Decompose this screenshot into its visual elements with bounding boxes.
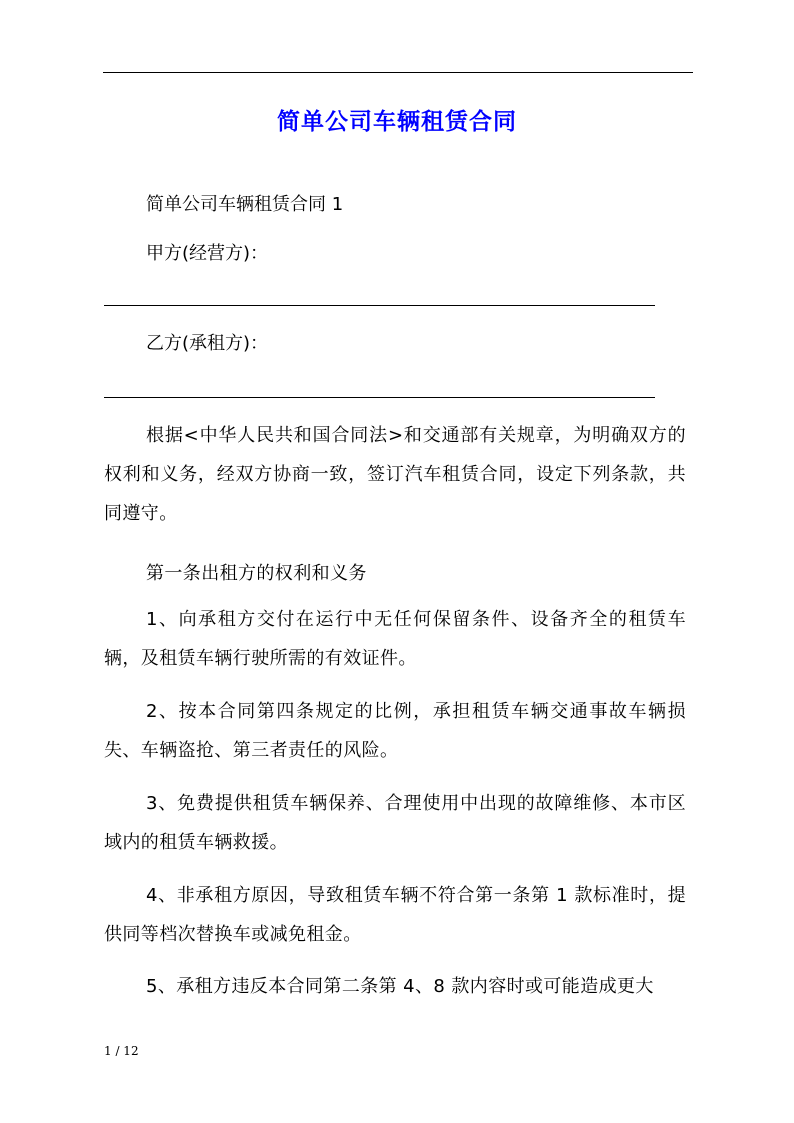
party-b-label: 乙方(承租方)： xyxy=(146,333,269,354)
party-b-signature-line xyxy=(104,397,655,398)
paragraph-clause-3: 3、免费提供租赁车辆保养、合理使用中出现的故障维修、本市区域内的租赁车辆救援。 xyxy=(104,793,686,853)
paragraph-clause-4: 4、非承租方原因，导致租赁车辆不符合第一条第 1 款标准时，提供同等档次替换车或减免租金。 xyxy=(104,885,686,945)
page-indicator: 1 / 12 xyxy=(104,1044,139,1058)
paragraph-article-1-heading: 第一条出租方的权利和义务 xyxy=(146,563,367,584)
paragraph-clause-5: 5、承租方违反本合同第二条第 4、8 款内容时或可能造成更大 xyxy=(146,976,654,997)
paragraph-intro: 根据<中华人民共和国合同法>和交通部有关规章，为明确双方的权利和义务，经双方协商一致，签订汽车租赁合同，设定下列条款，共同遵守。 xyxy=(104,425,686,524)
paragraph-clause-2: 2、按本合同第四条规定的比例，承担租赁车辆交通事故车辆损失、车辆盗抢、第三者责任的风险。 xyxy=(104,701,686,761)
document-title: 简单公司车辆租赁合同 xyxy=(277,109,517,135)
header-rule xyxy=(103,72,693,73)
document-subtitle: 简单公司车辆租赁合同 1 xyxy=(146,194,344,215)
party-a-signature-line xyxy=(104,305,655,306)
paragraph-clause-1: 1、向承租方交付在运行中无任何保留条件、设备齐全的租赁车辆，及租赁车辆行驶所需的有效证件。 xyxy=(104,609,686,669)
party-a-label: 甲方(经营方)： xyxy=(146,243,269,264)
